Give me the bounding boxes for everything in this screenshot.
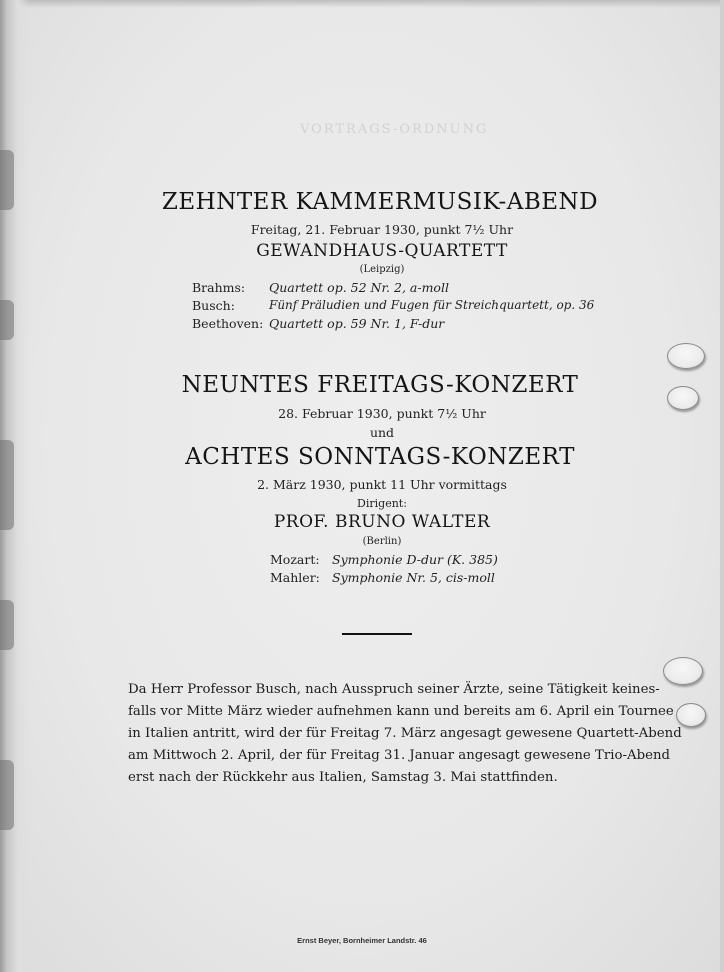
concert-1-title: ZEHNTER KAMMERMUSIK-ABEND [161,189,599,215]
conductor-origin: (Berlin) [362,536,402,547]
notice-line: in Italien antritt, wird der für Freitag 7. März angesagt gewesene Quartett-Abend [128,726,682,741]
program-work: Symphonie Nr. 5, cis-moll [332,570,495,585]
program-composer: Mozart: [270,552,320,567]
concert-1-performer: GEWANDHAUS-QUARTETT [256,241,508,261]
concert-2-conjunction: und [369,425,395,440]
program-work: Symphonie D-dur (K. 385) [332,552,498,567]
concert-1-date: Freitag, 21. Februar 1930, punkt 7½ Uhr [250,222,514,237]
program-work: Quartett op. 59 Nr. 1, F-dur [269,316,445,331]
section-divider [342,633,412,635]
punch-hole [676,703,706,727]
notice-line: am Mittwoch 2. April, der für Freitag 31. Januar angesagt gewesene Trio-Abend [128,748,671,763]
conductor-label: Dirigent: [357,497,407,510]
concert-2-title: NEUNTES FREITAGS-KONZERT [181,372,579,398]
notice-line: erst nach der Rückkehr aus Italien, Samstag 3. Mai stattfinden. [128,770,558,785]
program-work: Quartett op. 52 Nr. 2, a-moll [269,280,449,295]
program-work: Fünf Präludien und Fugen für Streichquartett, op. 36 [269,298,595,312]
page-top-edge [0,0,724,8]
notice-line: Da Herr Professor Busch, nach Ausspruch seiner Ärzte, seine Tätigkeit keines- [128,682,660,697]
program-composer: Mahler: [270,570,320,585]
printer-imprint: Ernst Beyer, Bornheimer Landstr. 46 [297,936,427,945]
concert-3-date: 2. März 1930, punkt 11 Uhr vormittags [257,477,507,492]
concert-1-performer-origin: (Leipzig) [359,264,405,275]
punch-hole [663,657,703,685]
concert-2-date: 28. Februar 1930, punkt 7½ Uhr [278,406,486,421]
punch-hole [667,343,705,369]
concert-3-title: ACHTES SONNTAGS-KONZERT [185,444,575,470]
notice-line: falls vor Mitte März wieder aufnehmen kann und bereits am 6. April ein Tournee [128,704,674,719]
program-composer: Brahms: [192,280,246,295]
program-composer: Beethoven: [192,316,264,331]
conductor-name: PROF. BRUNO WALTER [273,512,491,532]
notice-paragraph [128,679,682,789]
bleed-through-text: VORTRAGS-ORDNUNG [300,122,489,137]
program-composer: Busch: [192,298,235,313]
